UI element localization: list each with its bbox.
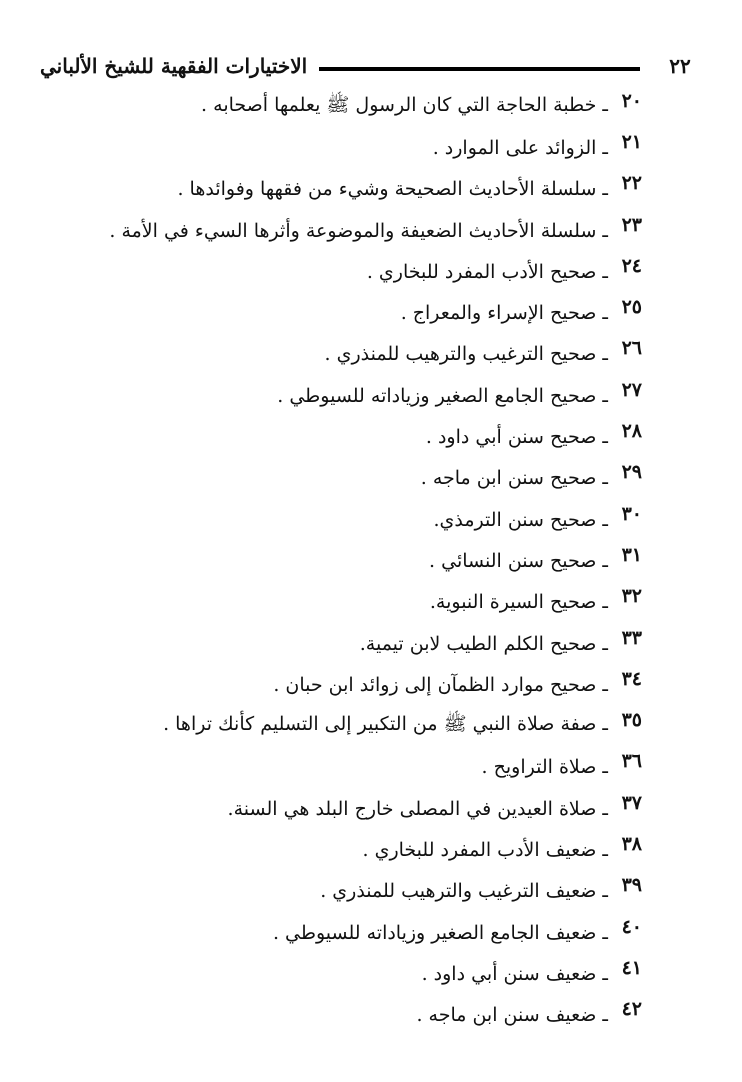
item-title: ـ صحيح الأدب المفرد للبخاري . [366,260,608,283]
list-item [42,292,642,333]
list-item [42,912,642,953]
list-item [42,458,642,499]
list-item [42,499,642,540]
item-number: ٢٢ [621,172,642,195]
item-title: ـ صحيح الترغيب والترهيب للمنذري . [324,343,608,366]
list-item [42,540,642,581]
book-list [42,86,642,1036]
list-item [42,623,642,664]
list-item [42,664,642,705]
list-item [42,169,642,210]
item-number: ٣٣ [621,626,642,649]
list-item [42,705,642,746]
item-title: ـ ضعيف الترغيب والترهيب للمنذري . [320,880,608,903]
item-number: ٣٤ [621,667,642,690]
item-number: ٢٦ [621,337,642,360]
item-title: ـ سلسلة الأحاديث الضعيفة والموضوعة وأثرها السيء في الأمة . [109,219,608,242]
item-number: ٢٧ [621,378,642,401]
item-number: ٢٤ [621,254,642,277]
item-number: ٢٠ [621,89,642,112]
item-title: ـ صحيح سنن ابن ماجه . [420,467,608,490]
item-title: ـ خطبة الحاجة التي كان الرسول ﷺ يعلمها أصحابه . [201,93,608,116]
item-number: ٣٧ [621,791,642,814]
item-number: ٤١ [621,956,642,979]
item-title: ـ صحيح موارد الظمآن إلى زوائد ابن حبان . [273,673,608,696]
list-item [42,334,642,375]
item-number: ٢٥ [621,296,642,319]
page-header [40,44,700,88]
list-item [42,871,642,912]
list-item [42,995,642,1036]
list-item [42,582,642,623]
list-item [42,86,642,127]
item-title: ـ صفة صلاة النبي ﷺ من التكبير إلى التسليم كأنك تراها . [163,713,608,736]
item-title: ـ ضعيف سنن ابن ماجه . [416,1004,608,1027]
item-title: ـ صلاة العيدين في المصلى خارج البلد هي السنة. [227,797,608,820]
item-title: ـ صحيح سنن الترمذي. [433,508,608,531]
list-item [42,747,642,788]
item-title: ـ ضعيف سنن أبي داود . [421,962,608,985]
item-number: ٢٣ [621,213,642,236]
item-title: ـ صلاة التراويح . [481,756,608,779]
item-title: ـ ضعيف الأدب المفرد للبخاري . [362,838,608,861]
item-number: ٣٢ [621,585,642,608]
item-title: ـ صحيح السيرة النبوية. [429,591,608,614]
item-title: ـ صحيح الجامع الصغير وزياداته للسيوطي . [277,384,608,407]
item-title: ـ صحيح سنن أبي داود . [425,426,608,449]
list-item [42,375,642,416]
page-number: ٢٢ [669,54,691,78]
item-number: ٢٩ [621,461,642,484]
item-number: ٣٠ [621,502,642,525]
list-item [42,788,642,829]
item-title: ـ سلسلة الأحاديث الصحيحة وشيء من فقهها وفوائدها . [177,178,608,201]
item-number: ٣٥ [621,709,642,732]
item-title: ـ صحيح الإسراء والمعراج . [400,302,608,325]
item-number: ٣١ [621,543,642,566]
item-title: ـ صحيح سنن النسائي . [429,549,608,572]
header-rule [319,67,640,71]
item-number: ٢١ [621,130,642,153]
running-title: الاختيارات الفقهية للشيخ الألباني [40,54,308,78]
list-item [42,829,642,870]
list-item [42,953,642,994]
item-title: ـ ضعيف الجامع الصغير وزياداته للسيوطي . [272,921,608,944]
item-number: ٣٩ [621,874,642,897]
list-item [42,127,642,168]
item-number: ٣٦ [621,750,642,773]
list-item [42,416,642,457]
item-number: ٤٢ [621,998,642,1021]
list-item [42,251,642,292]
item-number: ٣٨ [621,832,642,855]
item-title: ـ الزوائد على الموارد . [432,136,608,159]
item-title: ـ صحيح الكلم الطيب لابن تيمية. [359,632,608,655]
list-item [42,210,642,251]
item-number: ٤٠ [621,915,642,938]
item-number: ٢٨ [621,420,642,443]
